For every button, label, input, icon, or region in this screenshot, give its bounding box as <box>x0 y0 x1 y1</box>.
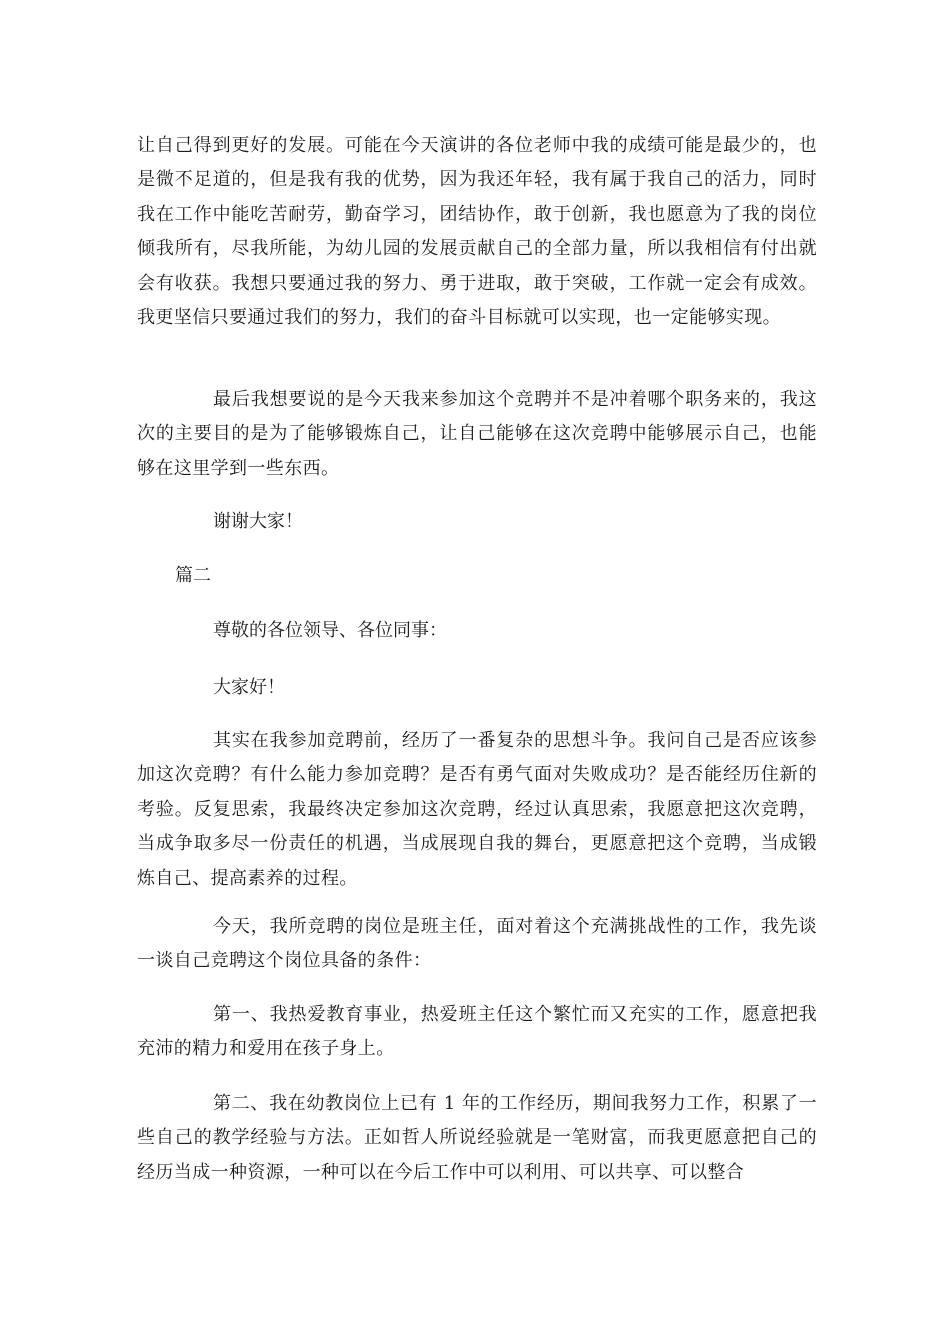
paragraph-condition-two: 第二、我在幼教岗位上已有 1 年的工作经历，期间我努力工作，积累了一些自己的教学经验与方法。正如哲人所说经验就是一笔财富，而我更愿意把自己的经历当成一种资源，一种可以在今后工作中可以利用、可以共享、可以整合 <box>137 1093 817 1183</box>
greeting-line: 大家好！ <box>213 677 285 698</box>
section-title: 篇二 <box>175 565 211 586</box>
paragraph-competition-thoughts: 其实在我参加竞聘前，经历了一番复杂的思想斗争。我问自己是否应该参加这次竞聘？有什么能力参加竞聘？是否有勇气面对失败成功？是否能经历住新的考验。反复思索，我最终决定参加这次竞聘，经过认真思索，我愿意把这次竞聘，当成争取多尽一份责任的机遇，当成展现自我的舞台，更愿意把这个竞聘，当成锻炼自己、提高素养的过程。 <box>137 730 817 889</box>
paragraph-closing-remarks: 最后我想要说的是今天我来参加这个竞聘并不是冲着哪个职务来的，我这次的主要目的是为了能够锻炼自己，让自己能够在这次竞聘中能够展示自己，也能够在这里学到一些东西。 <box>137 389 817 479</box>
paragraph-continued-development: 让自己得到更好的发展。可能在今天演讲的各位老师中我的成绩可能是最少的，也是微不足道的，但是我有我的优势，因为我还年轻，我有属于我自己的活力，同时我在工作中能吃苦耐劳，勤奋学习，团结协作，敢于创新，我也愿意为了我的岗位倾我所有，尽我所能，为幼儿园的发展贡献自己的全部力量，所以我相信有付出就会有收获。我想只要通过我的努力、勇于进取，敢于突破，工作就一定会有成效。我更坚信只要通过我们的努力，我们的奋斗目标就可以实现，也一定能够实现。 <box>137 135 817 329</box>
thanks-line: 谢谢大家！ <box>213 511 303 532</box>
paragraph-position-conditions: 今天，我所竞聘的岗位是班主任，面对着这个充满挑战性的工作，我先谈一谈自己竞聘这个岗位具备的条件： <box>137 916 817 972</box>
salutation-line: 尊敬的各位领导、各位同事： <box>213 620 447 641</box>
paragraph-condition-one: 第一、我热爱教育事业，热爱班主任这个繁忙而又充实的工作，愿意把我充沛的精力和爱用在孩子身上。 <box>137 1004 817 1060</box>
